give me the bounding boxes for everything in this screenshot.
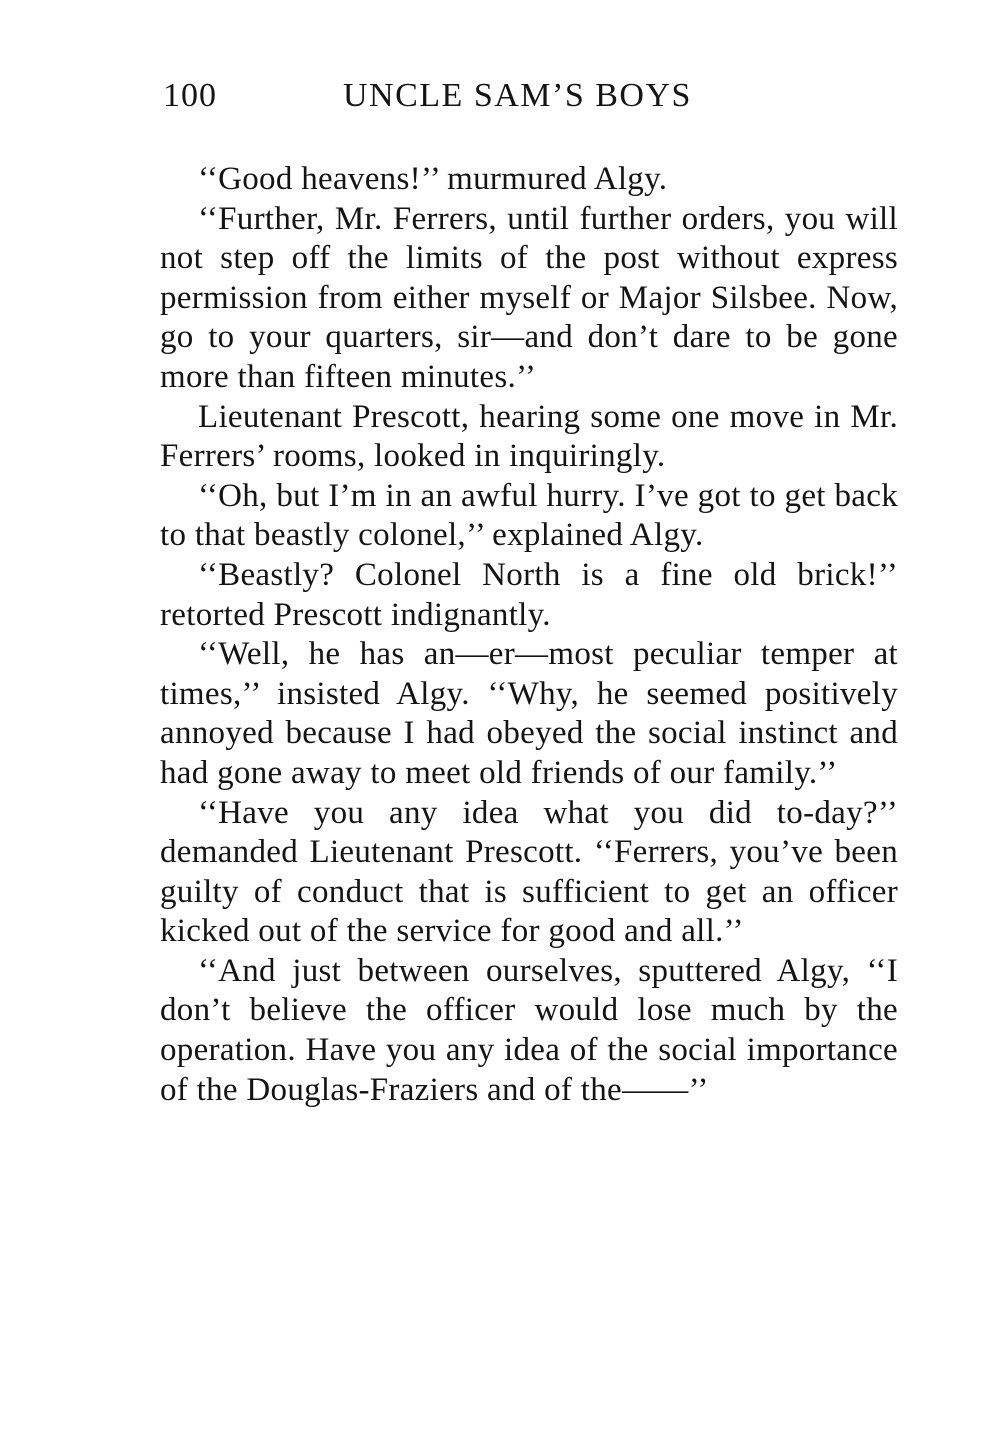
running-head — [163, 76, 723, 116]
page-number: 100 — [163, 77, 217, 114]
paragraph: ‘‘Further, Mr. Ferrers, until further orders, you will not step off the limits of the post without express permission from either myself or Major Silsbee. Now, go to your quarters, sir—and don’t dare to be gone more than fifteen minutes.’’ — [160, 200, 898, 395]
book-title: UNCLE SAM’S BOYS — [343, 77, 692, 114]
paragraph: ‘‘Beastly? Colonel North is a fine old brick!’’ retorted Prescott indignantly. — [160, 556, 898, 633]
paragraph: ‘‘Well, he has an—er—most peculiar temper at times,’’ insisted Algy. ‘‘Why, he seemed positively annoyed because I had obeyed the social instinct and had gone away to meet old friends of our family.’’ — [160, 636, 898, 791]
paragraph: ‘‘Have you any idea what you did to-day?’’ demanded Lieutenant Prescott. ‘‘Ferrers, you’ve been guilty of conduct that is sufficient to get an officer kicked out of the service for good and all.’’ — [160, 794, 898, 950]
paragraph: ‘‘Good heavens!’’ murmured Algy. — [198, 161, 668, 197]
paragraph: ‘‘And just between ourselves, sputtered Algy, ‘‘I don’t believe the officer would lose much by the operation. Have you any idea of the social importance of the Douglas-Fraziers and of the——’’ — [160, 952, 898, 1108]
paragraph: ‘‘Oh, but I’m in an awful hurry. I’ve got to get back to that beastly colonel,’’ explained Algy. — [160, 477, 898, 554]
body-text — [160, 160, 898, 1110]
paragraph: Lieutenant Prescott, hearing some one move in Mr. Ferrers’ rooms, looked in inquiringly. — [160, 398, 898, 475]
